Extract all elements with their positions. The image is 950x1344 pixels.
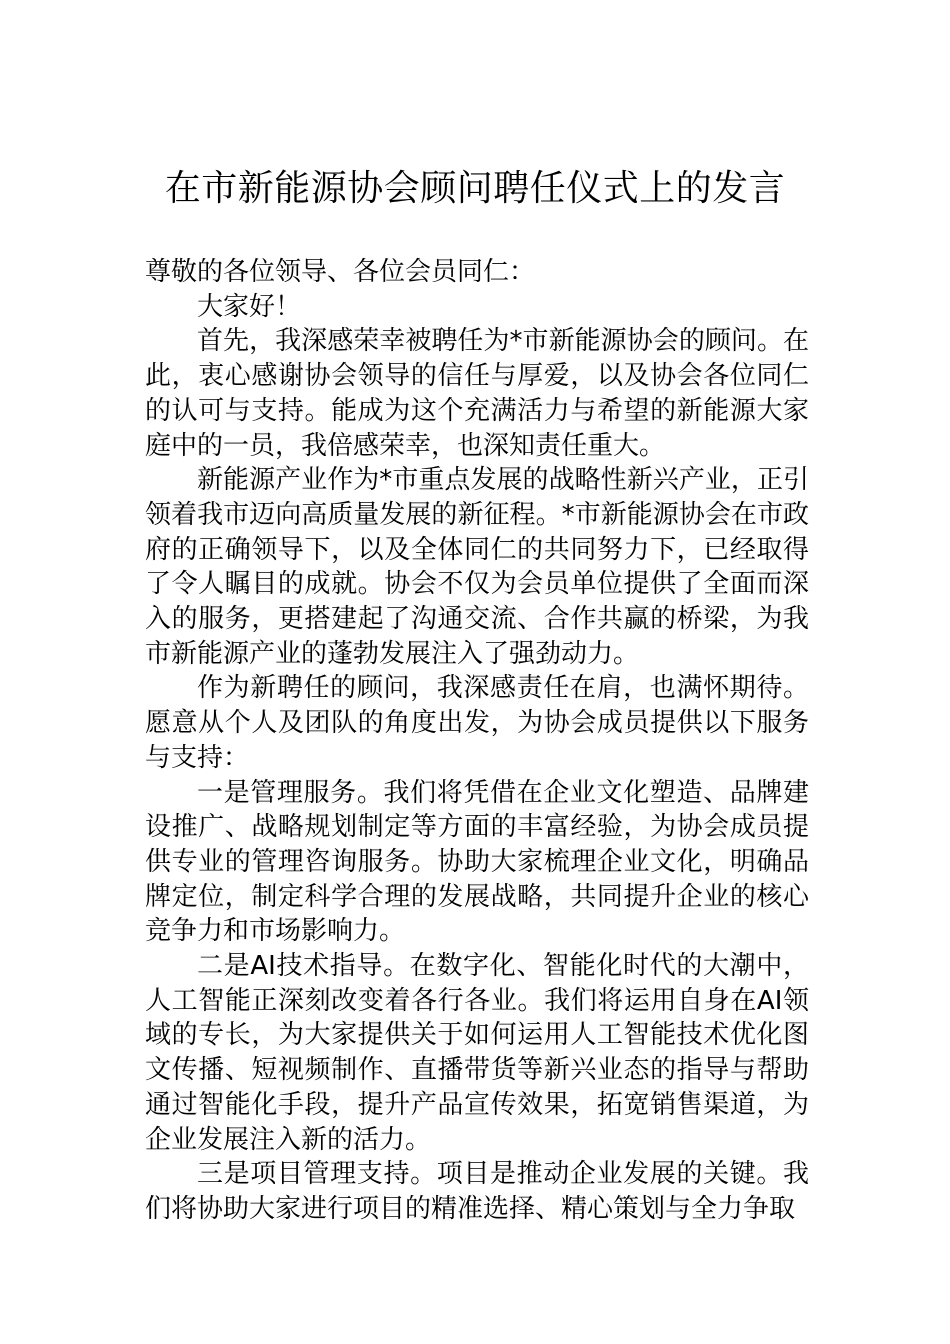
paragraph-industry: 新能源产业作为*市重点发展的战略性新兴产业，正引领着我市迈向高质量发展的新征程。*市新能源协会在市政府的正确领导下，以及全体同仁的共同努力下，已经取得了令人瞩目的成就。协会不仅为会员单位提供了全面而深入的服务，更搭建起了沟通交流、合作共赢的桥梁，为我市新能源产业的蓬勃发展注入了强劲动力。 <box>145 465 809 669</box>
salutation: 尊敬的各位领导、各位会员同仁： <box>145 257 536 287</box>
paragraph-project-support: 三是项目管理支持。项目是推动企业发展的关键。我们将协助大家进行项目的精准选择、精心策划与全力争取 <box>145 1159 809 1224</box>
document-title: 在市新能源协会顾问聘任仪式上的发言 <box>164 168 786 209</box>
document-body <box>145 255 809 1227</box>
paragraph-commitment: 作为新聘任的顾问，我深感责任在肩，也满怀期待。愿意从个人及团队的角度出发，为协会成员提供以下服务与支持： <box>145 673 809 773</box>
paragraph-ai-guidance: 二是AI技术指导。在数字化、智能化时代的大潮中，人工智能正深刻改变着各行各业。我们将运用自身在AI领域的专长，为大家提供关于如何运用人工智能技术优化图文传播、短视频制作、直播带货等新兴业态的指导与帮助通过智能化手段，提升产品宣传效果，拓宽销售渠道，为企业发展注入新的活力。 <box>145 951 809 1155</box>
paragraph-thanks: 首先，我深感荣幸被聘任为*市新能源协会的顾问。在此，衷心感谢协会领导的信任与厚爱，以及协会各位同仁的认可与支持。能成为这个充满活力与希望的新能源大家庭中的一员，我倍感荣幸，也深知责任重大。 <box>145 326 809 461</box>
paragraph-management-service: 一是管理服务。我们将凭借在企业文化塑造、品牌建设推广、战略规划制定等方面的丰富经验，为协会成员提供专业的管理咨询服务。协助大家梳理企业文化，明确品牌定位，制定科学合理的发展战略，共同提升企业的核心竞争力和市场影响力。 <box>145 777 809 947</box>
paragraph-greeting: 大家好！ <box>197 291 302 322</box>
